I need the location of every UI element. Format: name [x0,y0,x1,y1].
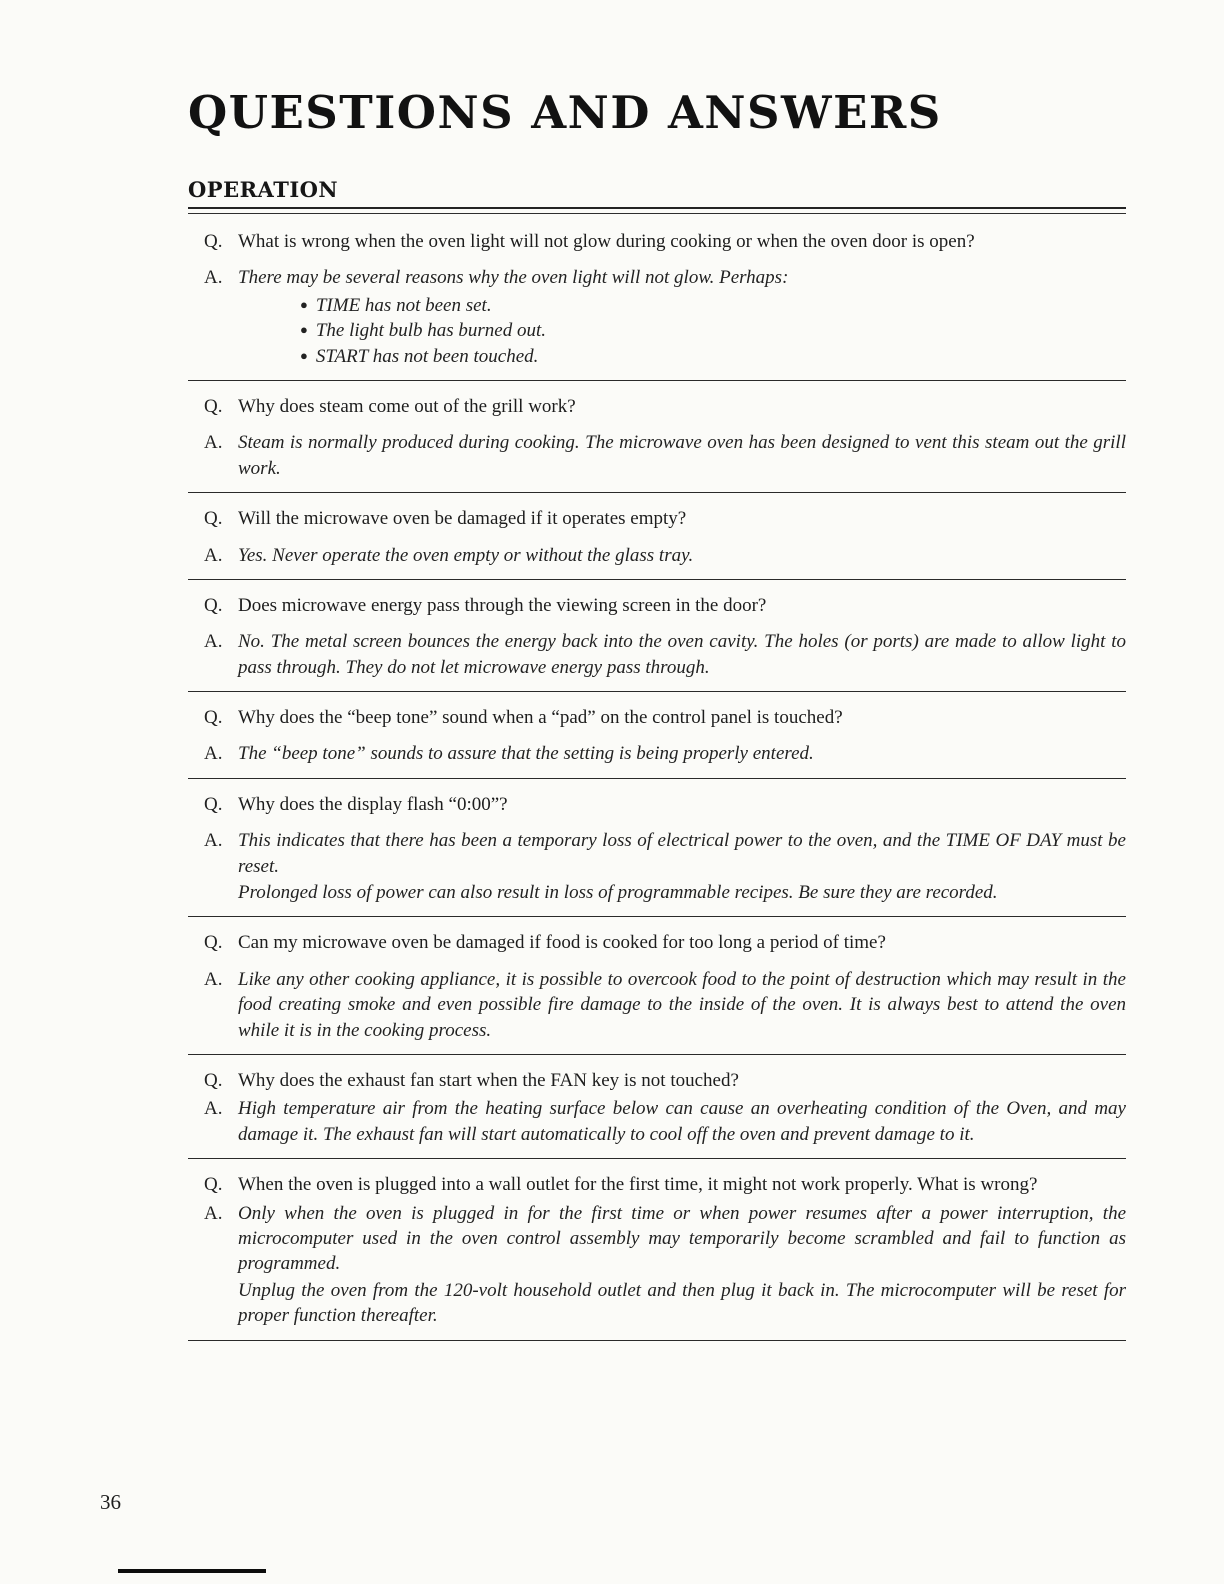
section-heading: OPERATION [188,177,339,202]
answer-line [204,629,1126,680]
question-line [204,930,1126,955]
question-line [204,506,1126,531]
page-number: 36 [100,1490,121,1514]
answer-line [204,1096,1126,1147]
question-line [204,1068,1126,1093]
bullet-item [300,344,1126,369]
bullet-text: TIME has not been set. [315,294,492,316]
question-text: Why does the display flash “0:00”? [238,793,508,815]
question-line [204,1172,1126,1197]
answer-text: This indicates that there has been a temporary loss of electrical power to the oven, and the TIME OF DAY must be reset. [238,830,1126,877]
bullet-icon: ● [300,296,308,312]
question-line [204,394,1126,419]
question-text: Does microwave energy pass through the viewing screen in the door? [238,594,767,616]
q-label: Q. [204,396,223,418]
bullet-list [300,293,1126,369]
qa-item [188,1159,1126,1340]
question-text: Why does steam come out of the grill work? [238,396,576,418]
bullet-icon: ● [300,347,308,363]
a-label: A. [204,830,223,852]
bullet-text: The light bulb has burned out. [315,320,546,342]
answer-line [204,543,1126,568]
page-title: QUESTIONS AND ANSWERS [188,86,942,139]
section-rule [188,207,1126,214]
answer-line [204,741,1126,766]
q-label: Q. [204,1070,223,1092]
qa-item [188,917,1126,1054]
answer-line [204,265,1126,369]
answer-line [204,967,1126,1043]
a-label: A. [204,631,223,653]
q-label: Q. [204,594,223,616]
answer-text: The “beep tone” sounds to assure that the setting is being properly entered. [238,743,814,765]
qa-item [188,216,1126,380]
a-label: A. [204,432,223,454]
question-line [204,792,1126,817]
bullet-icon: ● [300,322,308,338]
footer-rule [118,1569,266,1573]
answer-text: Unplug the oven from the 120-volt household outlet and then plug it back in. The microcomputer will be reset for proper function thereafter. [238,1279,1126,1327]
question-text: Will the microwave oven be damaged if it operates empty? [238,508,687,530]
answer-text: There may be several reasons why the oven light will not glow. Perhaps: [238,267,789,289]
question-line [204,229,1126,254]
q-label: Q. [204,231,223,252]
answer-line [204,828,1126,905]
answer-text: Steam is normally produced during cooking. The microwave oven has been designed to vent this steam out the grill work. [238,432,1126,479]
answer-text: Prolonged loss of power can also result in loss of programmable recipes. Be sure they are recorded. [238,882,998,904]
q-label: Q. [204,508,223,530]
question-text: Can my microwave oven be damaged if food is cooked for too long a period of time? [238,932,886,954]
divider [188,1340,1126,1341]
q-label: Q. [204,932,223,954]
a-label: A. [204,544,223,566]
question-line [204,705,1126,730]
a-label: A. [204,1098,223,1120]
question-text: What is wrong when the oven light will not glow during cooking or when the oven door is open? [238,231,975,252]
a-label: A. [204,968,223,990]
question-line [204,593,1126,618]
answer-text: High temperature air from the heating surface below can cause an overheating condition of the Oven, and may damage it. The exhaust fan will start automatically to cool off the oven and prevent damage to it. [238,1098,1126,1145]
answer-line [204,430,1126,481]
q-label: Q. [204,793,223,815]
qa-item [188,493,1126,579]
answer-text: Only when the oven is plugged in for the first time or when power resumes after a power interruption, the microcomputer used in the oven control assembly may temporarily become scrambled and fail to function as programmed. [238,1202,1126,1275]
q-label: Q. [204,707,223,729]
question-text: Why does the exhaust fan start when the FAN key is not touched? [238,1070,739,1092]
answer-text: No. The metal screen bounces the energy back into the oven cavity. The holes (or ports) are made to allow light to pass through. They do not let microwave energy pass through. [238,631,1126,678]
a-label: A. [204,267,223,289]
question-text: Why does the “beep tone” sound when a “pad” on the control panel is touched? [238,707,843,729]
answer-line [204,1201,1126,1329]
answer-text: Like any other cooking appliance, it is possible to overcook food to the point of destruction which may result in the food creating smoke and even possible fire damage to the inside of the oven. It is always best to attend the oven while it is in the cooking process. [238,968,1126,1041]
a-label: A. [204,1202,223,1224]
qa-item [188,1055,1126,1158]
bullet-text: START has not been touched. [315,345,539,367]
qa-item [188,381,1126,492]
q-label: Q. [204,1174,223,1196]
a-label: A. [204,743,223,765]
bullet-item [300,293,1126,318]
answer-text: Yes. Never operate the oven empty or without the glass tray. [238,544,694,566]
question-text: When the oven is plugged into a wall outlet for the first time, it might not work properly. What is wrong? [238,1174,1038,1196]
qa-item [188,692,1126,778]
qa-item [188,580,1126,691]
qa-item [188,779,1126,917]
bullet-item [300,318,1126,343]
